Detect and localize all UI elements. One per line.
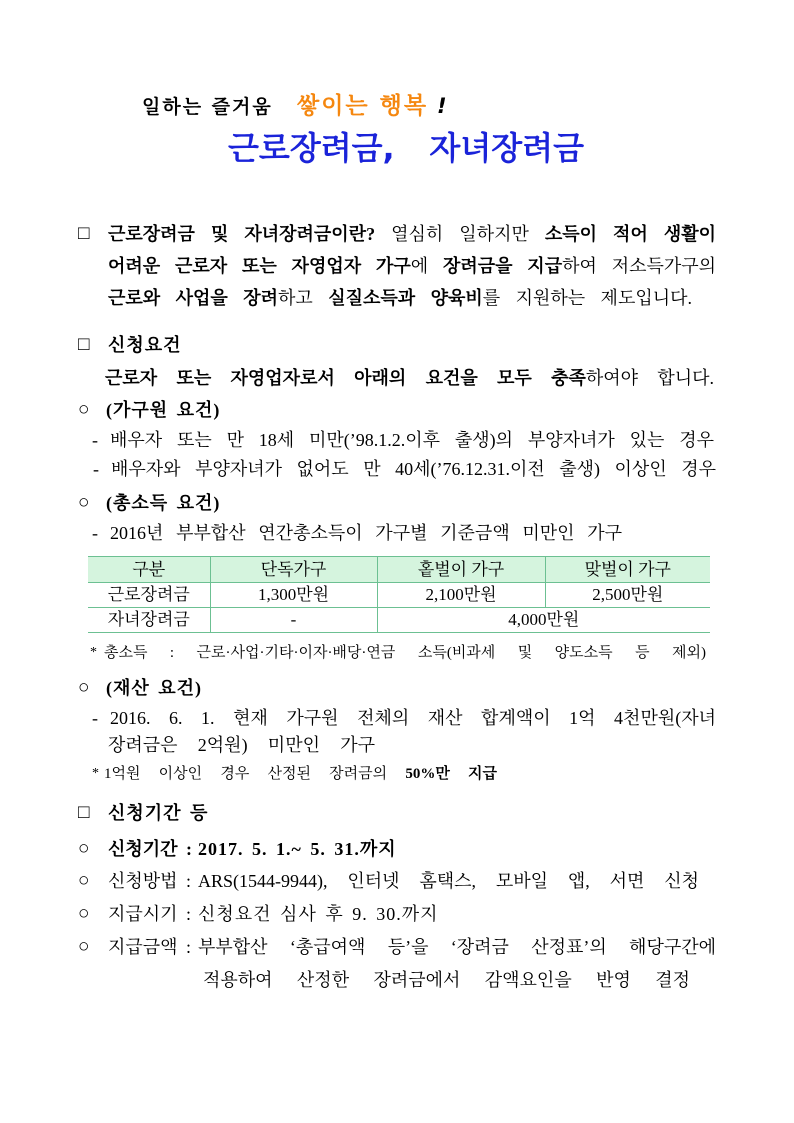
household-heading: (가구원 요건) — [106, 400, 221, 420]
circle-bullet-icon: ○ — [78, 492, 90, 513]
circle-bullet-icon: ○ — [78, 399, 90, 420]
table-cell: 4,000만원 — [377, 608, 710, 633]
overview-heading: 근로장려금 및 자녀장려금이란? — [108, 224, 376, 244]
income-heading: (총소득 요건) — [106, 493, 221, 513]
circle-bullet-icon: ○ — [78, 903, 90, 924]
schedule-label: 지급시기 — [108, 904, 178, 924]
dash-bullet-icon: - — [93, 459, 99, 479]
schedule-value: 2017. 5. 1.~ 5. 31.까지 — [198, 839, 397, 859]
assets-note-emphasis: 50%만 지급 — [405, 766, 497, 782]
overview-emphasis: 소득이 적어 생활이 — [544, 224, 717, 244]
circle-bullet-icon: ○ — [78, 936, 90, 957]
table-row — [88, 608, 710, 633]
assets-item-line: 장려금은 2억원) 미만인 가구 — [108, 735, 375, 755]
overview-emphasis: 근로와 사업을 장려 — [108, 288, 278, 308]
assets-note-text: 1억원 이상인 경우 산정된 장려금의 — [104, 766, 406, 782]
table-header-cell: 구분 — [88, 557, 210, 583]
dash-bullet-icon: - — [92, 430, 98, 450]
table-cell: 자녀장려금 — [88, 608, 210, 633]
schedule-value: ARS(1544-9944), 인터넷 홈택스, 모바일 앱, 서면 신청 — [198, 871, 699, 891]
table-header-cell: 맞벌이 가구 — [545, 557, 710, 583]
table-header-cell: 단독가구 — [210, 557, 377, 583]
dash-bullet-icon: - — [92, 523, 98, 543]
requirements-intro — [105, 366, 714, 390]
page-title: 근로장려금, 자녀장려금 — [228, 129, 584, 167]
overview-line-3 — [108, 286, 692, 310]
requirements-intro-text: 하여야 합니다. — [585, 368, 714, 388]
schedule-label: 지급금액 — [108, 937, 178, 957]
table-row — [88, 583, 710, 608]
circle-bullet-icon: ○ — [78, 677, 90, 698]
note-asterisk-icon: * — [92, 766, 99, 781]
overview-text: 열심히 일하지만 — [375, 224, 545, 244]
household-item: 배우자와 부양자녀가 없어도 만 40세(’76.12.31.이전 출생) 이상인 경우 — [111, 459, 716, 479]
household-item: 배우자 또는 만 18세 미만(’98.1.2.이후 출생)의 부양자녀가 있는 경우 — [110, 430, 714, 450]
table-cell: 1,300만원 — [210, 583, 377, 608]
section-box-icon: □ — [78, 802, 90, 823]
schedule-separator: : — [186, 871, 192, 891]
table-cell: 근로장려금 — [88, 583, 210, 608]
table-cell: 2,100만원 — [377, 583, 545, 608]
requirements-intro-emphasis: 근로자 또는 자영업자로서 아래의 요건을 모두 충족 — [105, 368, 586, 388]
table-header-cell: 홑벌이 가구 — [377, 557, 545, 583]
overview-line-1 — [108, 222, 716, 246]
circle-bullet-icon: ○ — [78, 870, 90, 891]
schedule-separator: : — [186, 839, 192, 859]
table-header-row — [88, 557, 710, 583]
overview-line-2 — [108, 254, 716, 278]
assets-note — [104, 764, 497, 784]
schedule-value: 신청요건 심사 후 9. 30.까지 — [198, 904, 439, 924]
tagline-highlight: 쌓이는 행복 — [297, 93, 429, 119]
overview-text: 를 지원하는 제도입니다. — [482, 288, 692, 308]
assets-heading: (재산 요건) — [106, 678, 203, 698]
table-cell: - — [210, 608, 377, 633]
schedule-value: 부부합산 ‘총급여액 등’을 ‘장려금 산정표’의 해당구간에 — [198, 937, 716, 957]
schedule-value-continuation: 적용하여 산정한 장려금에서 감액요인을 반영 결정 — [203, 970, 690, 990]
income-note: 총소득 : 근로·사업·기타·이자·배당·연금 소득(비과세 및 양도소득 등 제외) — [104, 645, 706, 661]
overview-emphasis: 장려금을 지급 — [442, 256, 563, 276]
requirements-heading: 신청요건 — [108, 335, 182, 355]
section-box-icon: □ — [78, 334, 90, 355]
section-box-icon: □ — [78, 223, 90, 244]
assets-item-line: 2016. 6. 1. 현재 가구원 전체의 재산 합계액이 1억 4천만원(자녀 — [110, 708, 716, 728]
schedule-heading: 신청기간 등 — [108, 803, 209, 823]
overview-text: 하여 저소득가구의 — [562, 256, 717, 276]
overview-text: 에 — [410, 256, 443, 276]
table-cell: 2,500만원 — [545, 583, 710, 608]
income-threshold-table — [88, 556, 710, 633]
note-asterisk-icon: * — [90, 645, 97, 660]
schedule-separator: : — [186, 937, 192, 957]
schedule-separator: : — [186, 904, 192, 924]
dash-bullet-icon: - — [92, 708, 98, 728]
overview-emphasis: 어려운 근로자 또는 자영업자 가구 — [108, 256, 411, 276]
overview-text: 하고 — [277, 288, 329, 308]
tagline-exclamation: ! — [437, 94, 449, 118]
tagline-text: 일하는 즐거움 — [142, 96, 273, 118]
schedule-label: 신청기간 — [108, 839, 178, 859]
schedule-label: 신청방법 — [108, 871, 178, 891]
overview-emphasis: 실질소득과 양육비 — [328, 288, 483, 308]
circle-bullet-icon: ○ — [78, 838, 90, 859]
income-item: 2016년 부부합산 연간총소득이 가구별 기준금액 미만인 가구 — [110, 523, 622, 543]
